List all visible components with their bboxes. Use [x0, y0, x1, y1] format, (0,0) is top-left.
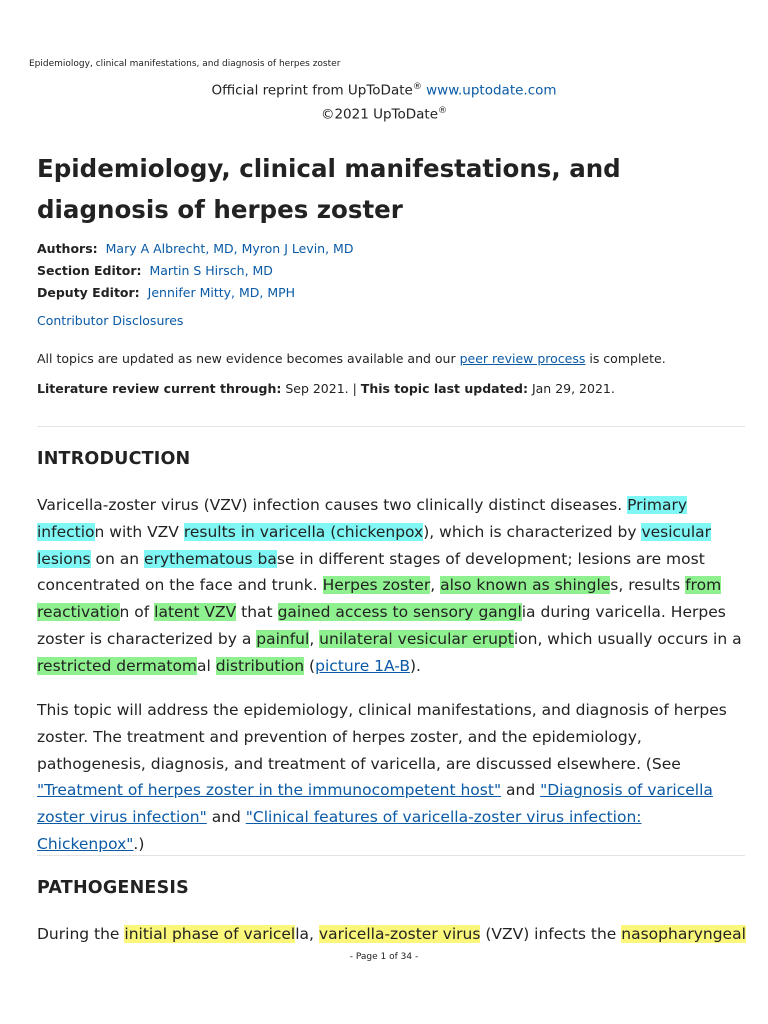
diagnosis-vzv-link[interactable]: "Diagnosis of varicella zoster virus infection"	[37, 781, 713, 827]
highlight: restricted dermatom	[37, 656, 198, 675]
text-run: .)	[133, 834, 145, 853]
authors-link[interactable]: Mary A Albrecht, MD, Myron J Levin, MD	[105, 241, 354, 256]
highlight: Primary infectio	[37, 496, 688, 541]
highlight: erythematous ba	[144, 549, 277, 568]
registered-mark: ®	[412, 82, 422, 92]
text-run: ia during varicella. Herpes zoster is characterized by a	[37, 603, 726, 648]
highlight: from reactivatio	[37, 576, 722, 622]
text-run: al	[197, 656, 216, 675]
deputy-editor-row	[37, 282, 737, 304]
picture-link[interactable]: picture 1A-B	[315, 656, 410, 675]
section-editor-row	[37, 260, 737, 282]
text-run: s, results	[610, 576, 686, 595]
text-run: During the	[37, 925, 125, 943]
deputy-editor-link[interactable]: Jennifer Mitty, MD, MPH	[147, 285, 296, 300]
update-text: All topics are updated as new evidence becomes available and our	[37, 351, 460, 366]
highlight: varicella-zoster virus	[318, 925, 481, 943]
reprint-notice	[0, 77, 768, 124]
highlight: gained access to sensory gangl	[277, 603, 522, 622]
reprint-text: Official reprint from UpToDate	[211, 82, 413, 99]
authors-label: Authors:	[37, 241, 98, 256]
reprint-line	[0, 77, 768, 101]
pathogenesis-paragraph	[37, 921, 749, 948]
text-run: ).	[409, 656, 421, 675]
introduction-paragraph-1	[37, 492, 749, 680]
text-run: that	[236, 603, 278, 622]
pathogenesis-heading: PATHOGENESIS	[37, 878, 189, 898]
highlight: vesicular lesions	[37, 522, 712, 568]
text-run: and	[206, 808, 246, 827]
deputy-editor-label: Deputy Editor:	[37, 285, 140, 300]
introduction-paragraph-2	[37, 697, 749, 858]
lit-review-value: Sep 2021. |	[281, 381, 361, 396]
page-number: - Page 1 of 34 -	[349, 952, 419, 962]
text-run: ,	[430, 576, 441, 595]
highlight: nasopharyngeal	[621, 925, 746, 943]
section-divider	[37, 855, 745, 856]
text-run: on an	[90, 549, 145, 568]
highlight: distribution	[215, 656, 305, 675]
section-divider	[37, 426, 745, 427]
text-run: ), which is characterized by	[423, 522, 642, 541]
introduction-heading: INTRODUCTION	[37, 449, 191, 469]
authors-row	[37, 238, 737, 260]
registered-mark: ®	[438, 105, 448, 116]
last-updated-label: This topic last updated:	[360, 381, 528, 396]
section-editor-label: Section Editor:	[37, 263, 142, 278]
running-header: Epidemiology, clinical manifestations, and diagnosis of herpes zoster	[29, 59, 341, 69]
text-run: la,	[295, 925, 319, 943]
text-run: ion, which usually occurs in a	[513, 629, 742, 648]
text-run: This topic will address the epidemiology, clinical manifestations, and diagnosis of herpes zoster. The treatment and prevention of herpes zoster, and the epidemiology, pathogenesis, diagnosis, and treatment of varicella, are discussed elsewhere. (See	[37, 701, 727, 773]
text-run: Varicella-zoster virus (VZV) infection causes two clinically distinct diseases.	[37, 496, 628, 514]
last-updated-value: Jan 29, 2021.	[527, 381, 615, 396]
update-notice	[37, 351, 666, 366]
contributor-disclosures-link[interactable]: Contributor Disclosures	[37, 313, 184, 328]
text-run: and	[501, 781, 541, 800]
highlight: painful	[256, 629, 310, 648]
peer-review-link[interactable]: peer review process	[459, 351, 586, 366]
highlight: results in varicella (chickenpox	[183, 522, 424, 541]
section-editor-link[interactable]: Martin S Hirsch, MD	[149, 263, 273, 278]
copyright-line	[0, 101, 768, 125]
text-run: n of	[119, 603, 155, 622]
treatment-herpes-zoster-link[interactable]: "Treatment of herpes zoster in the immunocompetent host"	[37, 781, 502, 800]
highlight: initial phase of varicel	[124, 925, 296, 943]
article-credits	[37, 238, 737, 304]
uptodate-link[interactable]: www.uptodate.com	[426, 82, 557, 99]
text-run: se in different stages of development; lesions are most concentrated on the face and trunk.	[37, 549, 705, 595]
update-text-end: is complete.	[585, 351, 666, 366]
highlight: unilateral vesicular erupt	[319, 629, 514, 648]
highlight: also known as shingle	[440, 576, 611, 595]
clinical-features-chickenpox-link[interactable]: "Clinical features of varicella-zoster virus infection: Chickenpox"	[37, 808, 642, 853]
literature-review-line	[37, 381, 615, 396]
highlight: Herpes zoster	[322, 576, 431, 595]
article-title: Epidemiology, clinical manifestations, and diagnosis of herpes zoster	[37, 154, 621, 224]
text-run: (	[304, 656, 316, 675]
copyright-text: ©2021 UpToDate	[320, 106, 439, 122]
text-run: (VZV) infects the	[480, 925, 622, 943]
lit-review-label: Literature review current through:	[37, 381, 282, 396]
text-run: n with VZV	[94, 522, 184, 541]
highlight: latent VZV	[154, 603, 237, 622]
text-run: ,	[309, 629, 320, 648]
